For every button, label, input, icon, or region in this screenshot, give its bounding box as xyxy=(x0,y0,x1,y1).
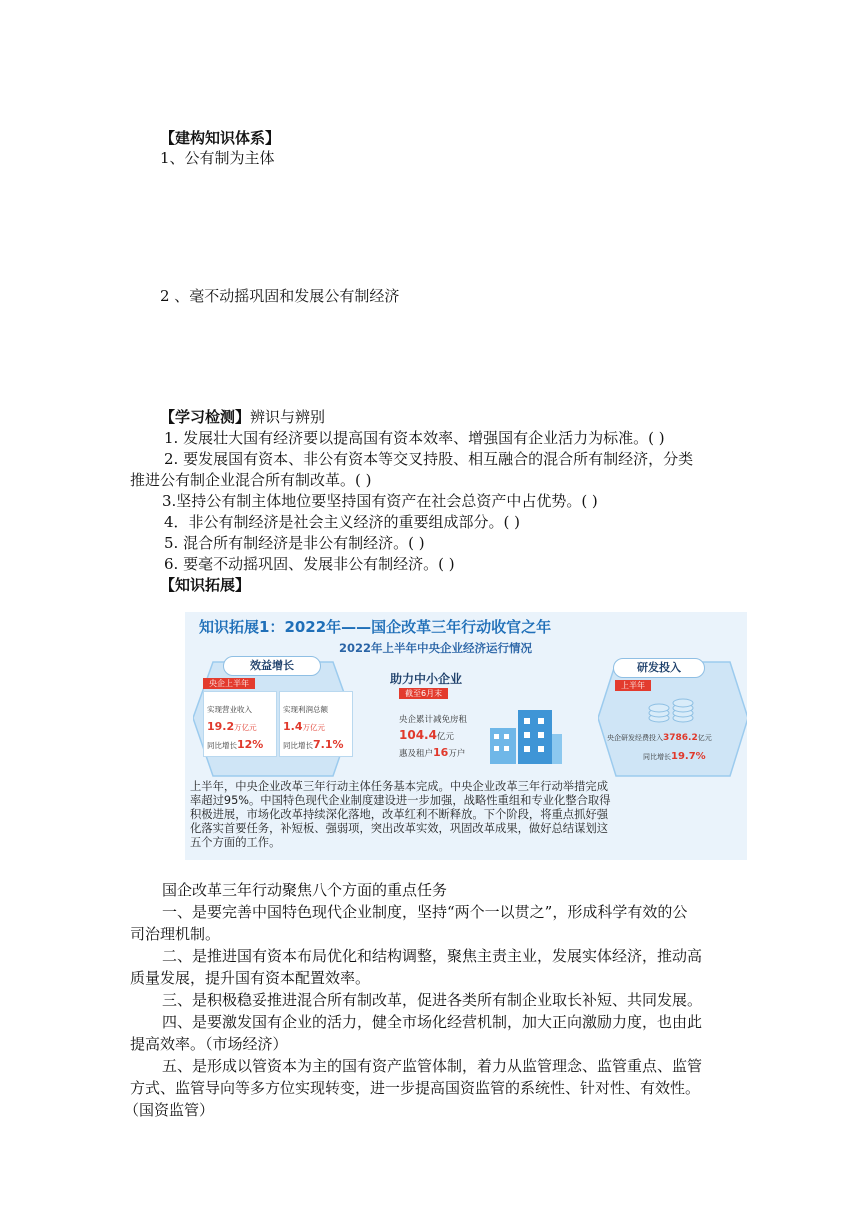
task-line-4-cont: 提高效率。（市场经济） xyxy=(130,1035,288,1053)
check-item-3: 3.坚持公有制主体地位要坚持国有资产在社会总资产中占优势。( ) xyxy=(162,492,598,510)
caption-line-1: 上半年，中央企业改革三年行动主体任务基本完成。中央企业改革三年行动举措完成 xyxy=(190,780,608,793)
sme-rent-unit: 亿元 xyxy=(436,732,454,742)
task-line-5-note: （国资监管） xyxy=(124,1101,215,1119)
rd-panel-tag: 上半年 xyxy=(615,680,651,691)
revenue-growth-label: 同比增长 xyxy=(207,741,237,750)
study-check-heading: 【学习检测】 xyxy=(160,408,251,426)
profit-unit: 万亿元 xyxy=(302,723,325,732)
check-item-2-cont: 推进公有制企业混合所有制改革。( ) xyxy=(130,471,372,489)
infographic-subtitle: 2022年上半年中央企业经济运行情况 xyxy=(339,641,533,655)
revenue-unit: 万亿元 xyxy=(234,723,257,732)
building-icon xyxy=(488,704,564,766)
sme-tenant-unit: 万户 xyxy=(448,749,466,759)
check-item-5: 5. 混合所有制经济是非公有制经济。( ) xyxy=(164,534,425,552)
rd-invest-unit: 亿元 xyxy=(697,734,712,742)
sme-panel-title: 助力中小企业 xyxy=(390,672,463,686)
revenue-growth: 12% xyxy=(237,738,264,751)
check-item-1: 1. 发展壮大国有经济要以提高国有资本效率、增强国有企业活力为标准。( ) xyxy=(164,429,665,447)
build-knowledge-heading: 【建构知识体系】 xyxy=(160,129,281,147)
sme-rent-value: 104.4 xyxy=(399,728,437,742)
knowledge-expand-heading: 【知识拓展】 xyxy=(160,576,251,594)
infographic-title: 知识拓展1：2022年——国企改革三年行动收官之年 xyxy=(199,618,552,636)
infographic-image xyxy=(185,612,747,860)
study-check-subtitle: 辨识与辨别 xyxy=(250,408,326,426)
check-item-4: 4．非公有制经济是社会主义经济的重要组成部分。( ) xyxy=(164,513,521,531)
task-line-1-cont: 司治理机制。 xyxy=(130,925,221,943)
tasks-intro: 国企改革三年行动聚焦八个方面的重点任务 xyxy=(162,881,448,899)
sme-tenant-value: 16 xyxy=(433,746,449,759)
caption-line-4: 化落实首要任务，补短板、强弱项，突出改革实效，巩固改革成果，做好总结谋划这 xyxy=(190,822,608,835)
coins-icon xyxy=(647,694,697,724)
task-line-1: 一、是要完善中国特色现代企业制度，坚持“两个一以贯之”，形成科学有效的公 xyxy=(162,903,688,921)
task-line-3: 三、是积极稳妥推进混合所有制改革，促进各类所有制企业取长补短、共同发展。 xyxy=(162,991,703,1009)
task-line-5: 五、是形成以管资本为主的国有资产监管体制，着力从监管理念、监管重点、监管 xyxy=(162,1057,703,1075)
study-check-heading-line xyxy=(160,407,325,427)
build-item-1: 1、公有制为主体 xyxy=(160,149,275,167)
profit-label: 实现利润总额 xyxy=(283,705,328,714)
caption-line-2: 率超过95%。中国特色现代企业制度建设进一步加强，战略性重组和专业化整合取得 xyxy=(190,794,611,807)
rd-invest-value: 3786.2 xyxy=(663,733,698,743)
rd-invest-label: 央企研发经费投入 xyxy=(607,734,663,742)
revenue-value: 19.2 xyxy=(207,720,235,733)
profit-value: 1.4 xyxy=(283,720,303,733)
rd-panel-title: 研发投入 xyxy=(613,658,705,678)
profit-growth: 7.1% xyxy=(313,738,344,751)
revenue-label: 实现营业收入 xyxy=(207,705,252,714)
infographic-caption xyxy=(190,780,742,850)
task-line-2: 二、是推进国有资本布局优化和结构调整，聚焦主责主业，发展实体经济，推动高 xyxy=(162,947,703,965)
sme-rent-label: 央企累计减免房租 xyxy=(399,715,468,725)
rd-growth-value: 19.7% xyxy=(671,751,706,762)
check-item-2: 2. 要发展国有资本、非公有资本等交叉持股、相互融合的混合所有制经济，分类 xyxy=(164,450,694,468)
task-line-5-cont: 方式、监管导向等多方位实现转变，进一步提高国资监管的系统性、针对性、有效性。 xyxy=(130,1079,701,1097)
task-line-4: 四、是要激发国有企业的活力，健全市场化经营机制，加大正向激励力度，也由此 xyxy=(162,1013,703,1031)
caption-line-5: 五个方面的工作。 xyxy=(190,836,281,849)
benefit-panel-title: 效益增长 xyxy=(223,656,321,676)
check-item-6: 6. 要毫不动摇巩固、发展非公有制经济。( ) xyxy=(164,555,455,573)
rd-growth-label: 同比增长 xyxy=(643,753,671,761)
caption-line-3: 积极进展，市场化改革持续深化落地，改革红利不断释放。下个阶段，将重点抓好强 xyxy=(190,808,608,821)
benefit-panel-tag: 央企上半年 xyxy=(203,678,255,689)
sme-panel-tag: 截至6月末 xyxy=(399,688,448,699)
sme-tenant-label: 惠及租户 xyxy=(399,749,434,759)
task-line-2-cont: 质量发展，提升国有资本配置效率。 xyxy=(130,969,371,987)
profit-growth-label: 同比增长 xyxy=(283,741,313,750)
build-item-2: 2 、毫不动摇巩固和发展公有制经济 xyxy=(160,287,400,305)
